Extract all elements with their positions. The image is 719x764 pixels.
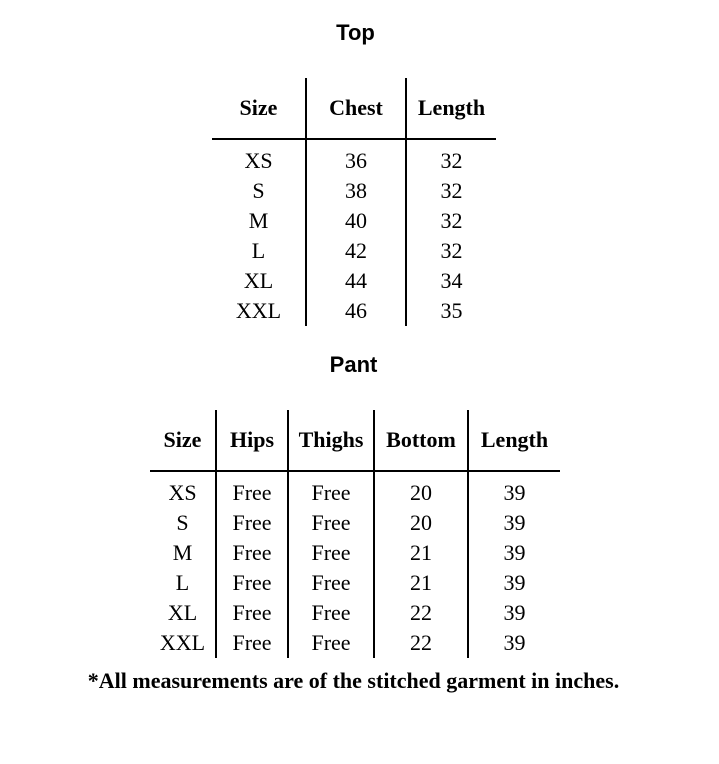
cell-size: XXL (235, 298, 282, 323)
cell-size: XL (243, 268, 274, 293)
cell-size: L (251, 238, 266, 263)
top-section-title: Top (336, 20, 375, 45)
cell-size: XXL (159, 630, 206, 655)
table-row (212, 176, 496, 206)
table-row (212, 206, 496, 236)
cell-thighs: Free (288, 598, 374, 628)
cell-thighs: Free (288, 568, 374, 598)
cell-length: 32 (406, 206, 496, 236)
cell-chest: 40 (306, 206, 406, 236)
top-size-table (212, 78, 496, 326)
cell-chest: 38 (306, 176, 406, 206)
cell-length: 32 (406, 236, 496, 266)
cell-length: 34 (406, 266, 496, 296)
table-row (212, 139, 496, 176)
column-header-size: Size (239, 95, 278, 120)
cell-bottom: 21 (374, 538, 468, 568)
cell-length: 39 (468, 538, 560, 568)
cell-length: 32 (406, 139, 496, 176)
table-row (150, 538, 560, 568)
cell-chest: 36 (306, 139, 406, 176)
table-row (212, 296, 496, 326)
table-header-row (150, 410, 560, 471)
table-row (150, 568, 560, 598)
cell-size: XL (167, 600, 198, 625)
table-row (212, 236, 496, 266)
cell-bottom: 22 (374, 628, 468, 658)
cell-length: 39 (468, 568, 560, 598)
column-header-bottom: Bottom (374, 410, 468, 471)
cell-chest: 44 (306, 266, 406, 296)
cell-size: S (252, 178, 265, 203)
cell-bottom: 22 (374, 598, 468, 628)
table-row (212, 266, 496, 296)
cell-hips: Free (216, 568, 288, 598)
table-header-row (212, 78, 496, 139)
table-row (150, 471, 560, 508)
cell-length: 39 (468, 471, 560, 508)
cell-size: L (175, 570, 190, 595)
cell-hips: Free (216, 508, 288, 538)
measurement-footnote: *All measurements are of the stitched garment in inches. (87, 668, 620, 693)
table-row (150, 628, 560, 658)
cell-size: XS (168, 480, 197, 505)
cell-bottom: 21 (374, 568, 468, 598)
table-row (150, 598, 560, 628)
cell-length: 39 (468, 628, 560, 658)
cell-size: M (248, 208, 269, 233)
table-row (150, 508, 560, 538)
cell-size: S (176, 510, 189, 535)
cell-chest: 46 (306, 296, 406, 326)
column-header-hips: Hips (216, 410, 288, 471)
column-header-thighs: Thighs (288, 410, 374, 471)
cell-chest: 42 (306, 236, 406, 266)
pant-section-title: Pant (329, 352, 378, 377)
column-header-chest: Chest (306, 78, 406, 139)
cell-bottom: 20 (374, 471, 468, 508)
cell-size: M (172, 540, 193, 565)
cell-hips: Free (216, 598, 288, 628)
cell-size: XS (244, 148, 273, 173)
cell-thighs: Free (288, 538, 374, 568)
column-header-length: Length (468, 410, 560, 471)
cell-length: 32 (406, 176, 496, 206)
pant-size-table (150, 410, 560, 658)
cell-thighs: Free (288, 628, 374, 658)
column-header-length: Length (406, 78, 496, 139)
cell-hips: Free (216, 628, 288, 658)
cell-thighs: Free (288, 471, 374, 508)
column-header-size: Size (163, 427, 202, 452)
cell-hips: Free (216, 538, 288, 568)
cell-hips: Free (216, 471, 288, 508)
cell-thighs: Free (288, 508, 374, 538)
cell-bottom: 20 (374, 508, 468, 538)
cell-length: 39 (468, 508, 560, 538)
cell-length: 35 (406, 296, 496, 326)
cell-length: 39 (468, 598, 560, 628)
